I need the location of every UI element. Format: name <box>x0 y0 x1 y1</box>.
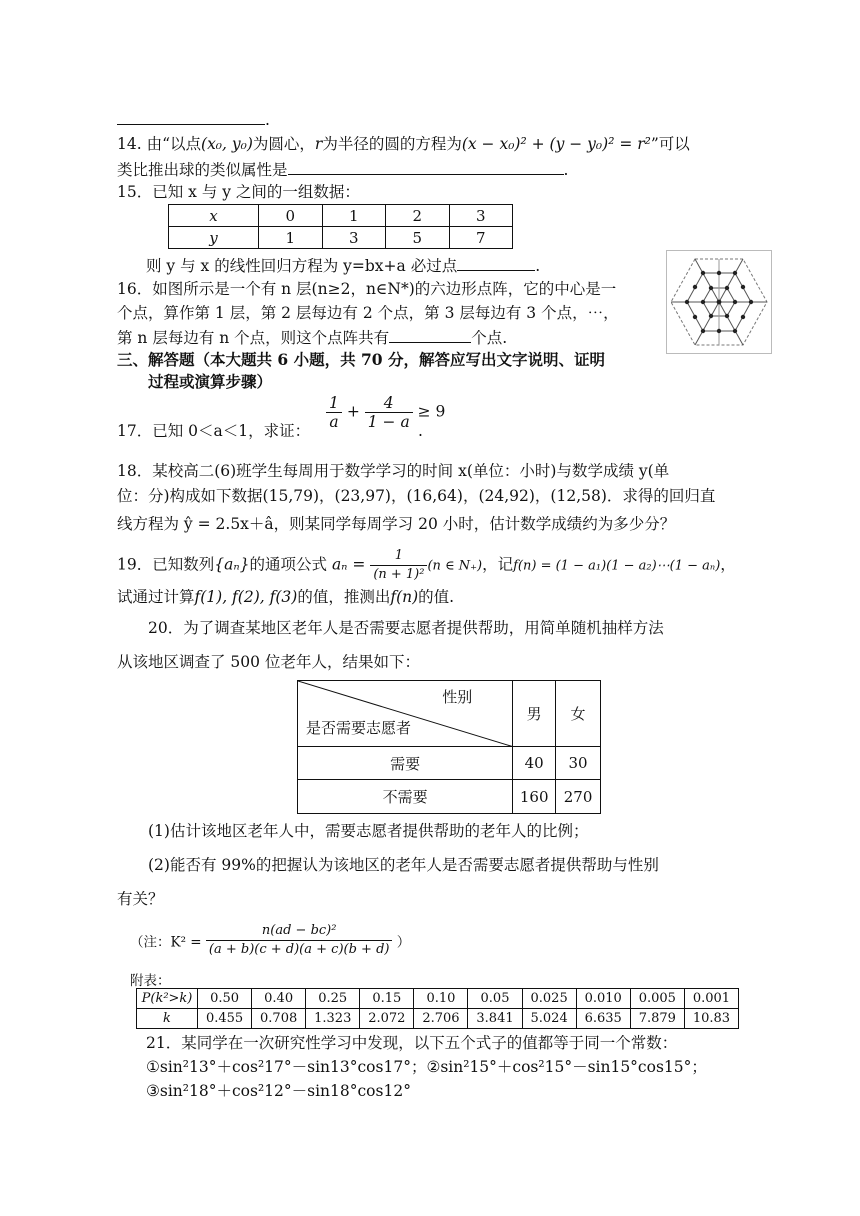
table-cell: 0.50 <box>198 989 252 1009</box>
q15-intro <box>117 181 360 203</box>
q16-text3a: 第 n 层每边有 n 个点，则这个点阵共有 <box>117 329 390 347</box>
q14-text-d: ”可以 <box>650 135 690 153</box>
q14-text-c: 为半径的圆的方程为 <box>322 135 462 153</box>
plus-sign: + <box>346 402 360 421</box>
table-cell: 6.635 <box>576 1009 630 1029</box>
q14-line1 <box>117 133 690 155</box>
q20-part2-text1: (2)能否有 99%的把握认为该地区的老年人是否需要志愿者提供帮助与性别 <box>148 856 659 874</box>
table-cell: 30 <box>556 747 601 780</box>
q21-line2 <box>146 1056 707 1078</box>
q21-text3: ③sin²18°＋cos²12°－sin18°cos12° <box>146 1082 411 1100</box>
table-cell: x <box>169 205 259 227</box>
q13-answer-line <box>117 108 270 131</box>
fraction-denominator: (a + b)(c + d)(a + c)(b + d) <box>208 942 390 957</box>
q19-text-a: 19．已知数列 <box>117 555 215 574</box>
q16-line3 <box>117 326 507 349</box>
q18-line1 <box>117 460 669 482</box>
table-cell: 1 <box>259 227 323 249</box>
q20-part2-text2: 有关？ <box>117 890 164 908</box>
note-prefix: （注：K² = <box>130 934 202 951</box>
q19-text-d: ， <box>720 555 736 574</box>
q20-part1 <box>148 820 588 842</box>
chi-square-table <box>136 988 739 1029</box>
q17-text: 17．已知 0＜a＜1，求证： <box>117 422 311 440</box>
diagonal-header-cell <box>298 681 513 747</box>
k2-fraction <box>206 922 393 959</box>
table-cell: 1 <box>322 205 386 227</box>
table-header-row <box>298 681 601 747</box>
q20-part2-line2 <box>117 888 164 910</box>
q19-fn: f(n) = (1 − a₁)(1 − a₂)⋯(1 − aₙ) <box>513 558 721 574</box>
table-cell: 0.010 <box>576 989 630 1009</box>
table-cell: 5.024 <box>522 1009 576 1029</box>
q16-line1 <box>117 278 616 300</box>
q21-line1 <box>146 1032 677 1054</box>
q19-line2 <box>117 586 454 608</box>
table-cell: 0.40 <box>252 989 306 1009</box>
table-cell: 7.879 <box>630 1009 684 1029</box>
ge-sign: ≥ 9 <box>417 402 446 421</box>
table-cell: 5 <box>386 227 450 249</box>
q19-text-b: 的通项公式 <box>249 555 327 574</box>
fraction-denominator: (n + 1)² <box>373 567 425 582</box>
q19-text-g: 的值. <box>418 588 455 606</box>
q14-text-line2: 类比推出球的类似属性是 <box>117 161 288 179</box>
fraction-denominator: 1 − a <box>367 413 410 431</box>
q19-line1 <box>117 547 736 584</box>
q19-text-e: 试通过计算 <box>117 588 195 606</box>
q20-line2 <box>117 651 420 673</box>
q18-line3 <box>117 513 675 535</box>
header-gender: 性别 <box>442 688 473 706</box>
q18-line2 <box>117 485 715 507</box>
table-cell: 1.323 <box>306 1009 360 1029</box>
q21-text1: 21．某同学在一次研究性学习中发现，以下五个式子的值都等于同一个常数： <box>146 1034 678 1052</box>
table-cell: 0.25 <box>306 989 360 1009</box>
q19-an: aₙ = <box>331 555 366 574</box>
header-female: 女 <box>556 681 601 747</box>
table-cell: 3.841 <box>468 1009 522 1029</box>
table-cell: 270 <box>556 780 601 814</box>
q14-line2 <box>117 158 568 181</box>
q14-equation: (x − x₀)² + (y − y₀)² = r² <box>461 135 651 153</box>
fraction-numerator: 1 <box>326 394 342 413</box>
q15-data-table <box>168 204 513 249</box>
row-label: 需要 <box>298 747 513 780</box>
q20-text1: 20．为了调查某地区老年人是否需要志愿者提供帮助，用简单随机抽样方法 <box>148 619 664 637</box>
header-need: 是否需要志愿者 <box>306 719 412 737</box>
table-cell: 0 <box>259 205 323 227</box>
table-cell: 3 <box>322 227 386 249</box>
section3-text1: 三、解答题（本大题共 6 小题，共 70 分，解答应写出文字说明、证明 <box>117 350 605 369</box>
q15-line-text: 则 y 与 x 的线性回归方程为 y=bx+a 必过点 <box>146 257 458 275</box>
q20-part2-line1 <box>148 854 659 876</box>
q19-fraction <box>370 547 427 584</box>
table-cell: 2.706 <box>414 1009 468 1029</box>
q16-text2: 个点，算作第 1 层，第 2 层每边有 2 个点，第 3 层每边有 3 个点，⋯， <box>117 304 619 322</box>
fraction-numerator: 4 <box>365 394 413 413</box>
q17-end <box>418 420 423 442</box>
table-row <box>169 227 513 249</box>
q15-intro-text: 15．已知 x 与 y 之间的一组数据： <box>117 183 360 201</box>
q18-text2: 位：分)构成如下数据(15,79)，(23,97)，(16,64)，(24,92)，(12,58)．求得的回归直 <box>117 487 716 505</box>
q19-values: f(1), f(2), f(3) <box>194 588 298 606</box>
table-row <box>137 989 739 1009</box>
table-cell: 0.15 <box>360 989 414 1009</box>
table-cell: 0.001 <box>684 989 738 1009</box>
header-male: 男 <box>513 681 556 747</box>
answer-blank <box>288 158 564 175</box>
q18-text1: 18．某校高二(6)班学生每周用于数学学习的时间 x(单位：小时)与数学成绩 y(单 <box>117 462 670 480</box>
q14-center: (x₀, y₀) <box>201 135 253 153</box>
answer-blank <box>457 254 535 271</box>
table-cell: 10.83 <box>684 1009 738 1029</box>
table-cell: 2.072 <box>360 1009 414 1029</box>
q20-text2: 从该地区调查了 500 位老年人，结果如下： <box>117 653 420 671</box>
table-cell: 0.005 <box>630 989 684 1009</box>
q14-text-a: 14. 由“以点 <box>117 135 202 153</box>
table-cell: 0.455 <box>198 1009 252 1029</box>
section3-heading-cont <box>148 371 272 393</box>
fraction-denominator: a <box>329 413 339 431</box>
q19-fn2: f(n) <box>390 588 419 606</box>
q17-period: . <box>418 422 423 440</box>
q15-regression-line <box>146 254 540 277</box>
table-cell: k <box>137 1009 198 1029</box>
section3-text2: 过程或演算步骤） <box>148 372 273 391</box>
q19-text-c: ，记 <box>482 555 514 574</box>
q15-end: . <box>535 257 541 275</box>
appendix-text: 附表： <box>130 973 171 989</box>
fraction-numerator: 1 <box>370 547 427 566</box>
table-row <box>169 205 513 227</box>
q17-line <box>117 420 310 442</box>
table-cell: 7 <box>449 227 513 249</box>
table-cell: P(k²>k) <box>137 989 198 1009</box>
q21-line3 <box>146 1080 411 1102</box>
q16-text3b: 个点. <box>471 329 508 347</box>
q20-contingency-table <box>297 680 601 814</box>
note-suffix: ） <box>396 934 411 951</box>
table-row <box>298 747 601 780</box>
table-cell: y <box>169 227 259 249</box>
q14-r: r <box>314 135 323 153</box>
q19-text-f: 的值，推测出 <box>297 588 391 606</box>
q17-fraction-2 <box>365 394 413 431</box>
q19-condition: (n ∈ N₊) <box>427 558 483 574</box>
hexagon-lattice-icon <box>667 251 771 353</box>
fraction-numerator: n(ad − bc)² <box>206 922 393 941</box>
table-cell: 0.05 <box>468 989 522 1009</box>
q13-end: . <box>265 111 270 129</box>
q14-text-b: 为圆心， <box>252 135 315 153</box>
table-cell: 2 <box>386 205 450 227</box>
table-cell: 160 <box>513 780 556 814</box>
table-cell: 0.708 <box>252 1009 306 1029</box>
q20-line1 <box>148 617 664 639</box>
q16-text1: 16．如图所示是一个有 n 层(n≥2，n∈N*)的六边形点阵，它的中心是一 <box>117 280 617 298</box>
answer-blank <box>389 326 471 343</box>
answer-blank <box>117 108 265 125</box>
q21-text2: ①sin²13°＋cos²17°－sin13°cos17°；②sin²15°＋cos²15°－sin15°cos15°； <box>146 1058 707 1076</box>
row-label: 不需要 <box>298 780 513 814</box>
q16-line2 <box>117 302 619 324</box>
table-row <box>298 780 601 814</box>
appendix-label <box>130 969 171 989</box>
table-cell: 40 <box>513 747 556 780</box>
hexagon-lattice-figure <box>666 250 772 354</box>
table-cell: 3 <box>449 205 513 227</box>
q20-part1-text: (1)估计该地区老年人中，需要志愿者提供帮助的老年人的比例； <box>148 822 589 840</box>
q20-formula-note <box>130 922 410 959</box>
table-row <box>137 1009 739 1029</box>
q18-text3: 线方程为 ŷ = 2.5x＋â，则某同学每周学习 20 小时，估计数学成绩约为多少分？ <box>117 515 676 533</box>
q17-fraction-1 <box>326 394 342 431</box>
table-cell: 0.10 <box>414 989 468 1009</box>
q14-end: . <box>563 161 569 179</box>
q19-sequence: {aₙ} <box>214 555 250 574</box>
section3-heading <box>117 349 605 371</box>
table-cell: 0.025 <box>522 989 576 1009</box>
q17-inequality <box>326 394 445 431</box>
